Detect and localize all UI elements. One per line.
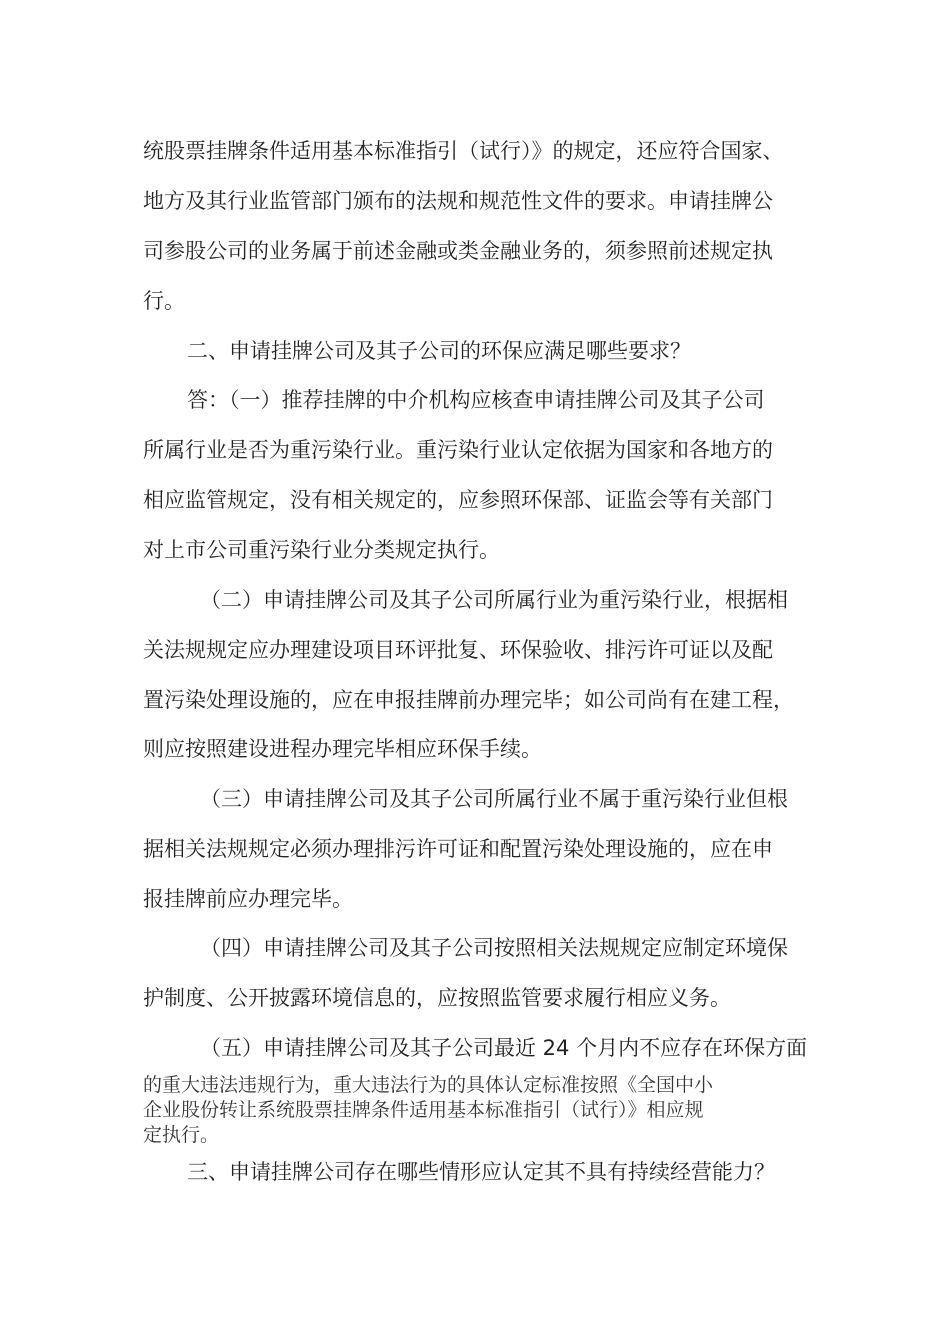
- paragraph-line: 行。: [143, 289, 185, 313]
- paragraph-line: 统股票挂牌条件适用基本标准指引（试行）》的规定，还应符合国家、: [143, 139, 784, 163]
- section-heading: 二、申请挂牌公司及其子公司的环保应满足哪些要求？: [187, 339, 691, 363]
- paragraph-line: （五）申请挂牌公司及其子公司最近 24 个月内不应存在环保方面: [200, 1036, 808, 1060]
- paragraph-line: 相应监管规定，没有相关规定的，应参照环保部、证监会等有关部门: [143, 488, 773, 512]
- paragraph-line: 报挂牌前应办理完毕。: [143, 887, 353, 911]
- paragraph-line: 所属行业是否为重污染行业。重污染行业认定依据为国家和各地方的: [143, 438, 773, 462]
- paragraph-line: 对上市公司重污染行业分类规定执行。: [143, 538, 500, 562]
- paragraph-line: 置污染处理设施的，应在申报挂牌前办理完毕；如公司尚有在建工程，: [143, 688, 794, 712]
- paragraph-line: 据相关法规规定必须办理排污许可证和配置污染处理设施的，应在申: [143, 837, 773, 861]
- paragraph-line: 企业股份转让系统股票挂牌条件适用基本标准指引（试行）》相应规: [143, 1099, 704, 1121]
- paragraph-line: 答：（一）推荐挂牌的中介机构应核查申请挂牌公司及其子公司: [187, 388, 765, 412]
- paragraph-line: 司参股公司的业务属于前述金融或类金融业务的，须参照前述规定执: [143, 239, 773, 263]
- paragraph-line: 关法规规定应办理建设项目环评批复、环保验收、排污许可证以及配: [143, 638, 773, 662]
- section-heading: 三、申请挂牌公司存在哪些情形应认定其不具有持续经营能力？: [187, 1160, 775, 1184]
- paragraph-line: 的重大违法违规行为，重大违法行为的具体认定标准按照《全国中小: [143, 1074, 714, 1096]
- paragraph-line: 定执行。: [143, 1124, 220, 1146]
- paragraph-line: （二）申请挂牌公司及其子公司所属行业为重污染行业，根据相: [200, 588, 788, 612]
- paragraph-line: （三）申请挂牌公司及其子公司所属行业不属于重污染行业但根: [200, 787, 788, 811]
- paragraph-line: （四）申请挂牌公司及其子公司按照相关法规规定应制定环境保: [200, 936, 788, 960]
- paragraph-line: 护制度、公开披露环境信息的，应按照监管要求履行相应义务。: [143, 986, 731, 1010]
- paragraph-line: 地方及其行业监管部门颁布的法规和规范性文件的要求。申请挂牌公: [143, 189, 773, 213]
- paragraph-line: 则应按照建设进程办理完毕相应环保手续。: [143, 737, 542, 761]
